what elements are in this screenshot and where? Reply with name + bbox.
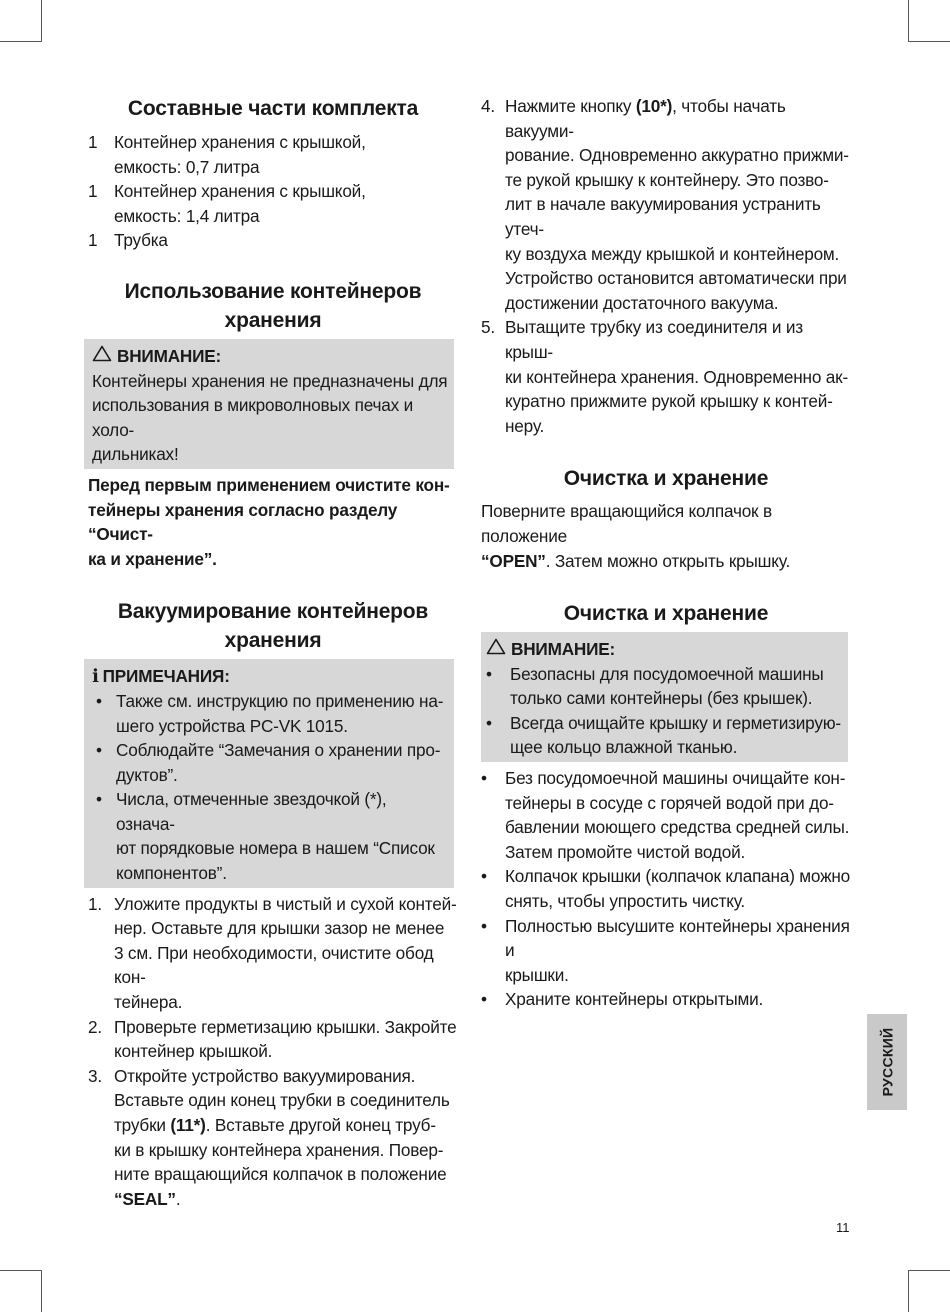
bullet: •: [481, 915, 487, 936]
heading-line: хранения: [224, 629, 322, 653]
paragraph-line: [481, 549, 851, 574]
list-item: [481, 914, 851, 988]
warning-text: щее кольцо влажной тканью.: [510, 737, 738, 758]
step-text: ки контейнера хранения. Одновременно ак-: [505, 366, 848, 387]
text-run: , чтобы начать вакууми-: [505, 96, 786, 141]
warning-text: дильниках!: [92, 444, 179, 465]
crop-mark: [908, 41, 950, 42]
open-label: “OPEN”: [481, 550, 546, 571]
step-text: Вставьте один конец трубки в соединитель: [114, 1090, 450, 1111]
crop-mark: [41, 1270, 42, 1312]
note-text: компонентов”.: [116, 863, 227, 884]
note-text: Соблюдайте “Замечания о хранении про-: [116, 740, 441, 761]
step-text: лит в начале вакуумирования устранить утеч-: [505, 194, 821, 239]
list-item: [481, 987, 851, 1012]
notes-title-text: ПРИМЕЧАНИЯ:: [102, 666, 230, 687]
step-number: 2.: [88, 1016, 102, 1037]
bullet: •: [481, 989, 487, 1010]
clean-paragraph: [481, 499, 851, 573]
step-text: куратно прижмите рукой крышку к контей-: [505, 391, 833, 412]
bullet: •: [481, 768, 487, 789]
bullet: •: [96, 740, 102, 761]
list-text: снять, чтобы упростить чистку.: [505, 891, 746, 912]
text-run: трубки: [114, 1115, 171, 1135]
text-run: . Вставьте другой конец труб-: [205, 1115, 436, 1135]
warning-title-text: ВНИМАНИЕ:: [117, 345, 222, 366]
list-item: [88, 228, 458, 253]
page-number: 11: [836, 1220, 850, 1235]
warning-triangle-icon: [486, 637, 506, 662]
step-text: Уложите продукты в чистый и сухой контей-: [114, 893, 457, 914]
item-qty: 1: [88, 230, 98, 251]
list-item: [92, 738, 448, 787]
step-text: ки в крышку контейнера хранения. Повер-: [114, 1139, 444, 1160]
step-text: [114, 1113, 458, 1138]
crop-mark: [0, 1270, 42, 1271]
item-text: Контейнер хранения с крышкой,: [114, 181, 366, 202]
note-text: Также см. инструкцию по применению на-: [116, 690, 444, 711]
components-list: [88, 130, 458, 253]
step-text: Устройство остановится автоматически при: [505, 268, 847, 289]
note-text: шего устройства PC-VK 1015.: [116, 715, 348, 736]
heading-line: Использование контейнеров: [124, 279, 422, 303]
left-column: [88, 94, 458, 1211]
heading-components: Составные части комплекта: [127, 97, 419, 120]
warning-box: [481, 632, 848, 762]
bold-note-line: Перед первым применением очистите кон-: [88, 474, 450, 495]
step-text: [505, 94, 851, 143]
step-number: 3.: [88, 1065, 102, 1086]
language-tab-label: РУССКИЙ: [879, 1027, 896, 1097]
bold-note-line: тейнеры хранения согласно разделу “Очист-: [88, 499, 398, 545]
item-text: емкость: 1,4 литра: [114, 205, 260, 226]
heading-usage: [88, 277, 458, 335]
note-text: ют порядковые номера в нашем “Список: [116, 838, 435, 859]
heading-vacuum: [88, 597, 458, 655]
notes-box: [84, 659, 454, 887]
step-text: Вытащите трубку из соединителя и из крыш-: [505, 317, 803, 362]
crop-mark: [41, 0, 42, 42]
list-text: крышки.: [505, 964, 569, 985]
warning-title: [486, 637, 844, 662]
list-item: [92, 787, 448, 885]
step-text: те рукой крышку к контейнеру. Это позво-: [505, 169, 829, 190]
heading-line: хранения: [224, 308, 322, 332]
step-text: Откройте устройство вакуумирования.: [114, 1065, 416, 1086]
item-text: Трубка: [114, 230, 168, 251]
list-text: тейнеры в сосуде с горячей водой при до-: [505, 792, 834, 813]
warning-title-text: ВНИМАНИЕ:: [511, 639, 616, 660]
bold-note: [88, 473, 458, 571]
step-item: [481, 94, 851, 315]
note-text: Числа, отмеченные звездочкой (*), означа-: [116, 789, 387, 834]
step-number: 1.: [88, 893, 102, 914]
list-item: [481, 864, 851, 913]
warning-text: Всегда очищайте крышку и герметизирую-: [510, 712, 841, 733]
step-item: [88, 892, 458, 1015]
part-ref: (10*): [635, 96, 673, 116]
crop-mark: [908, 0, 909, 42]
step-text: ните вращающийся колпачок в положение: [114, 1164, 447, 1185]
step-text: Проверьте герметизацию крышки. Закройте: [114, 1016, 457, 1037]
warning-text: Безопасны для посудомоечной машины: [510, 663, 824, 684]
part-ref: (11*): [170, 1115, 206, 1135]
warning-text: только сами контейнеры (без крышек).: [510, 688, 813, 709]
notes-title: [92, 664, 448, 689]
step-item: [88, 1064, 458, 1212]
step-item: [88, 1015, 458, 1064]
step-number: 4.: [481, 96, 495, 116]
bold-note-line: ка и хранение”.: [88, 548, 217, 569]
step-text: достижении достаточного вакуума.: [505, 292, 779, 313]
bullet: •: [486, 663, 492, 684]
language-tab: [867, 1014, 907, 1110]
list-item: [88, 130, 458, 179]
crop-mark: [0, 41, 42, 42]
heading-clean-1: Очистка и хранение: [563, 467, 769, 491]
item-text: емкость: 0,7 литра: [114, 156, 260, 177]
list-text: Колпачок крышки (колпачок клапана) можно: [505, 866, 851, 887]
cleaning-list: [481, 766, 851, 1012]
text-run: Нажмите кнопку: [505, 96, 636, 116]
step-text: [114, 1187, 458, 1212]
step-text: ку воздуха между крышкой и контейнером.: [505, 243, 840, 264]
crop-mark: [908, 1270, 909, 1312]
item-qty: 1: [88, 181, 98, 202]
heading-line: Вакуумирование контейнеров: [117, 600, 429, 624]
bullet: •: [96, 690, 102, 711]
note-text: дуктов”.: [116, 764, 178, 785]
item-text: Контейнер хранения с крышкой,: [114, 132, 366, 152]
step-text: контейнер крышкой.: [114, 1041, 273, 1062]
text-run: . Затем можно открыть крышку.: [545, 550, 791, 571]
bullet: •: [96, 789, 102, 810]
warning-text: Контейнеры хранения не предназначены для: [92, 370, 448, 391]
step-item: [481, 315, 851, 438]
list-text: Без посудомоечной машины очищайте кон-: [505, 768, 846, 789]
warning-title: [92, 344, 448, 369]
list-text: Полностью высушите контейнеры хранения и: [505, 915, 850, 961]
list-item: [481, 766, 851, 864]
info-icon: ℹ: [92, 666, 99, 687]
step-text: нер. Оставьте для крышки зазор не менее: [114, 918, 445, 939]
bullet: •: [481, 866, 487, 887]
text-run: .: [175, 1188, 181, 1209]
steps-list: [88, 892, 458, 1212]
list-text: Затем промойте чистой водой.: [505, 841, 746, 862]
step-text: тейнера.: [114, 992, 183, 1013]
list-item: [88, 179, 458, 228]
step-text: рование. Одновременно аккуратно прижми-: [505, 145, 849, 166]
seal-label: “SEAL”: [114, 1188, 176, 1209]
warning-triangle-icon: [92, 344, 112, 369]
step-number: 5.: [481, 317, 495, 338]
right-column: [481, 94, 851, 1012]
warning-box: [84, 339, 454, 469]
list-text: бавлении моющего средства средней силы.: [505, 817, 850, 838]
list-text: Храните контейнеры открытыми.: [505, 989, 764, 1010]
bullet: •: [486, 712, 492, 733]
list-item: [92, 689, 448, 738]
step-text: неру.: [505, 415, 545, 436]
list-item: [486, 662, 844, 711]
step-text: 3 см. При необходимости, очистите обод кон-: [114, 942, 434, 988]
list-item: [486, 711, 844, 760]
warning-text: использования в микроволновых печах и холо-: [92, 395, 413, 440]
heading-clean-2: Очистка и хранение: [563, 602, 769, 626]
paragraph-line: Поверните вращающийся колпачок в положение: [481, 501, 772, 546]
item-qty: 1: [88, 132, 98, 152]
crop-mark: [908, 1270, 950, 1271]
